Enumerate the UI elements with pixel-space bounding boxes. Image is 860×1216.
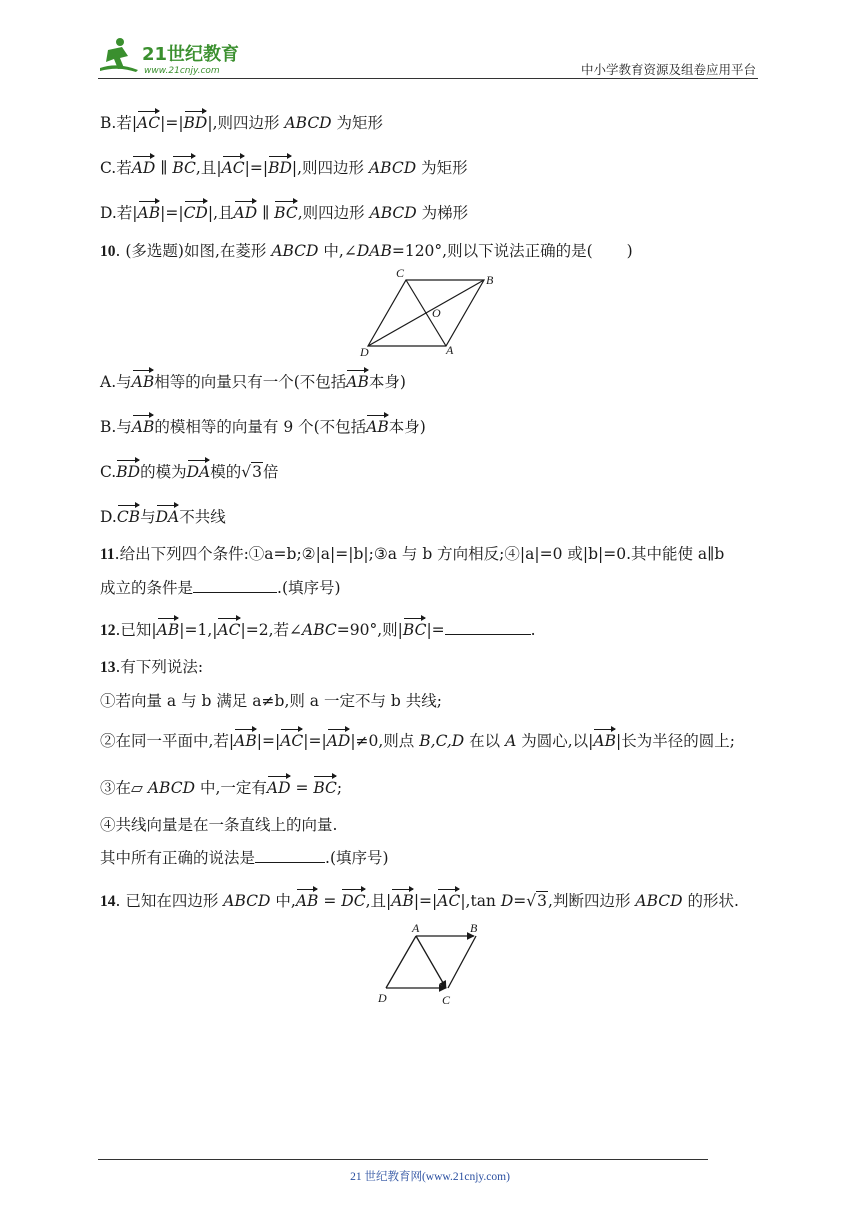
label-b: B [486, 273, 494, 287]
label-d: D [360, 345, 369, 359]
sqrt-3: √3 [241, 463, 262, 481]
q13-stem: 13.有下列说法: [100, 658, 204, 676]
side-bc [448, 936, 476, 988]
q10-option-b: B.与AB的模相等的向量有 9 个(不包括AB本身) [100, 415, 426, 437]
q9-option-c: C.若AD ∥ BC,且|AC|=|BD|,则四边形 ABCD 为矩形 [100, 156, 468, 178]
q13-statement-4: ④共线向量是在一条直线上的向量. [100, 816, 338, 834]
answer-blank [445, 620, 531, 635]
parallelogram-figure [372, 920, 492, 1012]
q13-statement-1: ①若向量 a 与 b 满足 a≠b,则 a 一定不与 b 共线; [100, 692, 442, 710]
page-header [98, 36, 758, 80]
vector-ac [416, 936, 446, 988]
q9-option-d: D.若|AB|=|CD|,且AD ∥ BC,则四边形 ABCD 为梯形 [100, 201, 468, 223]
side-da [386, 936, 416, 988]
q13-answer-line: 其中所有正确的说法是 .(填序号) [100, 849, 389, 867]
label-c: C [396, 266, 405, 280]
label-c: C [442, 993, 451, 1007]
logo-text: 21世纪教育 [142, 44, 240, 65]
q11-line2: 成立的条件是 .(填序号) [100, 579, 341, 597]
label-a: A [446, 343, 454, 357]
rhombus-figure [356, 264, 504, 360]
q13-statement-2: ②在同一平面中,若|AB|=|AC|=|AD|≠0,则点 B,C,D 在以 A 为圆心,以|AB|长为半径的圆上; [100, 729, 735, 751]
logo-icon [98, 36, 268, 76]
footer-text: 21 世纪教育网(www.21cnjy.com) [350, 1171, 510, 1183]
q10-option-a: A.与AB相等的向量只有一个(不包括AB本身) [100, 370, 406, 392]
q10-option-d: D.CB与DA不共线 [100, 505, 226, 527]
q14-stem: 14. 已知在四边形 ABCD 中,AB = DC,且|AB|=|AC|,tan D=√3,判断四边形 ABCD 的形状. [100, 889, 739, 912]
site-name: 中小学教育资源及组卷应用平台 [580, 62, 756, 77]
q13-statement-3: ③在▱ ABCD 中,一定有AD = BC; [100, 776, 342, 798]
footer-divider [98, 1159, 708, 1160]
answer-blank [193, 578, 277, 593]
q10-stem: 10. (多选题)如图,在菱形 ABCD 中,∠DAB=120°,则以下说法正确的是( ) [100, 242, 633, 260]
q11-line1: 11.给出下列四个条件:①a=b;②|a|=|b|;③a 与 b 方向相反;④|a|=0 或|b|=0.其中能使 a∥b [100, 545, 725, 563]
header-divider [98, 78, 758, 79]
label-a: A [412, 921, 420, 935]
q10-option-c: C.BD的模为DA模的√3倍 [100, 460, 279, 482]
q12-stem: 12.已知|AB|=1,|AC|=2,若∠ABC=90°,则|BC|= . [100, 618, 536, 641]
logo-url: www.21cnjy.com [144, 66, 220, 76]
label-d: D [378, 991, 387, 1005]
answer-blank [255, 848, 325, 863]
q9-option-b: B.若|AC|=|BD|,则四边形 ABCD 为矩形 [100, 111, 383, 133]
label-o: O [432, 306, 441, 320]
label-b: B [470, 921, 478, 935]
vector-bd: BD [184, 111, 208, 133]
vector-ac: AC [137, 111, 160, 133]
